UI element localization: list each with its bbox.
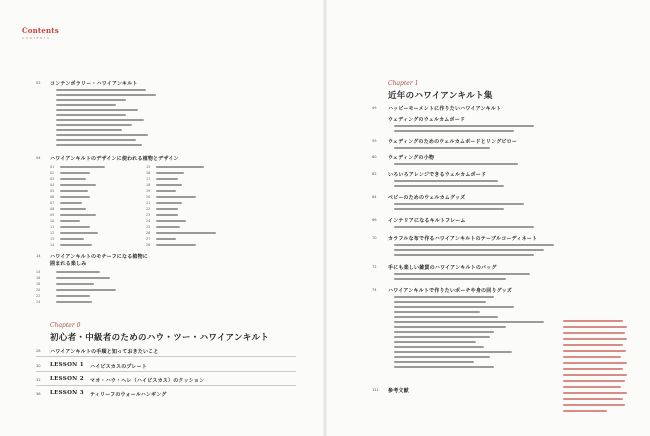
book-spread: Contents CONTENTS 02 コンテンポラリー・ハワイアンキルト 04 ハワイアンキルトのデザインに使われる植物とデザイン 01 02 03 04 05 06 07 08 09 10 11 12 13 14 15 16 17 18 19 20 21 22 23 24 25 26 27 28 14 ハワイアンキルトのモチーフになる植物に 囲まれる楽しみ 14 16 18 20 22 24 Chapter 0 初心者・中級者のためのハウ・ツー・ハワイアンキルト 28 ハワイアンキルトの手順と知っておきたいこと 30 LESSON 1 ハイビスカスのプレート 32 LESSON 2 マオ・ハウ・ヘレ（ハイビスカス）のクッション 36 LESSON 3 ティリーフのウォールハンギング Chapter 1 近年のハワイアンキルト集 49 ハッピーモーメントに作りたいハワイアンキルト ウェディングのウェルカムボード 59 ウェディングのためのウェルカムボードとリングピロー 60 ウェディングの小物 62 いろいろアレンジできるウェルカムボード 64 ベビーのためのウェルカムグッズ 66 インテリアになるキルトフレーム 70 カラフルな布で作るハワイアンキルトのテーブルコーディネート 72 手にも楽しい雑貨のハワイアンキルトのバッグ 74 ハワイアンキルトで作りたいポーチや身の回りグッズ 111 参考文献 xyxy=(0,0,650,436)
page-number: 04 xyxy=(36,156,41,160)
lesson-text: マオ・ハウ・ヘレ（ハイビスカス）のクッション xyxy=(90,378,205,384)
page-number: 66 xyxy=(372,218,377,222)
entry-line xyxy=(56,124,132,126)
entry-line xyxy=(56,119,144,121)
contents-heading: Contents xyxy=(22,26,59,35)
entry-line xyxy=(56,89,146,91)
entry-line xyxy=(56,129,122,131)
contents-subheading: CONTENTS xyxy=(22,36,51,40)
page-number: 30 xyxy=(36,364,41,368)
page-number: 62 xyxy=(372,172,377,176)
separator xyxy=(36,371,296,372)
page-number: 32 xyxy=(36,378,41,382)
separator xyxy=(36,385,296,386)
section-title: 参考文献 xyxy=(388,388,409,394)
page-number: 64 xyxy=(372,195,377,199)
entry-line xyxy=(56,104,116,106)
page-number: 14 xyxy=(36,254,41,258)
page-number: 60 xyxy=(372,155,377,159)
entry-line xyxy=(56,109,138,111)
entry-line xyxy=(56,134,148,136)
chapter-title: 近年のハワイアンキルト集 xyxy=(388,91,493,101)
lesson-text: ハイビスカスのプレート xyxy=(90,364,148,370)
section-title: ウェディングの小物 xyxy=(388,155,435,161)
page-number: 70 xyxy=(372,236,377,240)
section-title: カラフルな布で作るハワイアンキルトのテーブルコーディネート xyxy=(388,236,538,242)
chapter-label: Chapter 1 xyxy=(388,80,419,87)
page-number: 49 xyxy=(372,106,377,110)
section-title: ハワイアンキルトのデザインに使われる植物とデザイン xyxy=(50,156,179,162)
lesson-name: LESSON 3 xyxy=(50,390,84,396)
chapter-label: Chapter 0 xyxy=(50,322,81,329)
page-number: 02 xyxy=(36,81,41,85)
section-title: ハッピーモーメントに作りたいハワイアンキルト xyxy=(388,106,502,112)
entry-line xyxy=(56,114,126,116)
section-title: ウェディングのウェルカムボード xyxy=(388,117,466,123)
separator xyxy=(36,356,296,357)
page-number: 72 xyxy=(372,265,377,269)
lesson-name: LESSON 1 xyxy=(50,362,84,368)
section-title: ウェディングのためのウェルカムボードとリングピロー xyxy=(388,139,518,145)
section-title-line2: 囲まれる楽しみ xyxy=(50,261,87,267)
chapter-title: 初心者・中級者のためのハウ・ツー・ハワイアンキルト xyxy=(50,333,270,343)
section-title: ハワイアンキルトで作りたいポーチや身の回りグッズ xyxy=(388,288,513,294)
entry-line xyxy=(56,144,142,146)
entry-line xyxy=(56,139,136,141)
section-title: ベビーのためのウェルカムグッズ xyxy=(388,195,466,201)
entry-line xyxy=(56,94,156,96)
page-number: 59 xyxy=(372,139,377,143)
section-title: いろいろアレンジできるウェルカムボード xyxy=(388,172,487,178)
page-number: 111 xyxy=(372,388,379,392)
section-title: 手にも楽しい雑貨のハワイアンキルトのバッグ xyxy=(388,265,497,271)
page-number: 28 xyxy=(36,349,41,353)
lesson-text: ハワイアンキルトの手順と知っておきたいこと xyxy=(50,349,159,355)
page-number: 36 xyxy=(36,392,41,396)
book-gutter xyxy=(323,0,327,436)
section-title: コンテンポラリー・ハワイアンキルト xyxy=(50,81,138,87)
lesson-name: LESSON 2 xyxy=(50,376,84,382)
entry-line xyxy=(56,99,126,101)
section-title: インテリアになるキルトフレーム xyxy=(388,218,466,224)
page-number: 74 xyxy=(372,288,377,292)
lesson-text: ティリーフのウォールハンギング xyxy=(90,392,167,398)
side-note xyxy=(563,318,628,419)
section-title: ハワイアンキルトのモチーフになる植物に xyxy=(50,254,149,260)
